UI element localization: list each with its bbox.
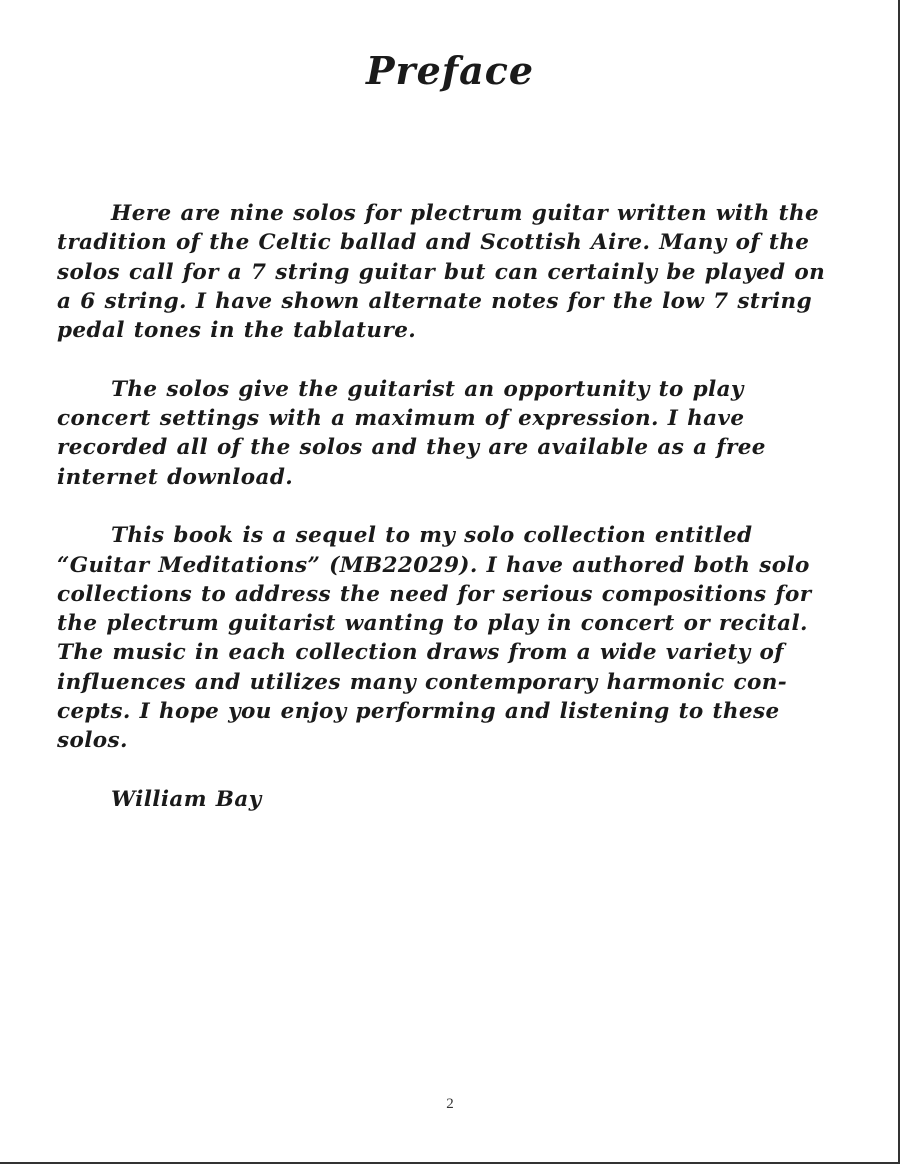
paragraph-line: cepts. I hope you enjoy performing and listening to these (57, 699, 780, 725)
page-number: 2 (446, 1096, 454, 1112)
paragraph-gap (57, 492, 847, 521)
paragraph-2 (57, 375, 847, 492)
paragraph-line: internet download. (57, 464, 294, 490)
paragraph-line: The solos give the guitarist an opportunity to play (111, 376, 744, 402)
paragraph-line: The music in each collection draws from a wide variety of (57, 640, 784, 666)
paragraph-line: concert settings with a maximum of expression. I have (57, 406, 745, 432)
paragraph-line: the plectrum guitarist wanting to play in concert or recital. (57, 611, 808, 637)
paragraph-3 (57, 521, 847, 755)
author-signature: William Bay (111, 786, 262, 812)
paragraph-gap (57, 756, 847, 785)
paragraph-line: tradition of the Celtic ballad and Scottish Aire. Many of the (57, 230, 810, 256)
paragraph-line: solos. (57, 728, 128, 754)
paragraph-line: collections to address the need for serious compositions for (57, 581, 812, 607)
paragraph-line: “Guitar Meditations” (MB22029). I have authored both solo (57, 552, 810, 578)
page-title: Preface (365, 48, 535, 93)
paragraph-line: influences and utilizes many contemporary harmonic con- (57, 669, 788, 695)
paragraph-line: This book is a sequel to my solo collection entitled (111, 523, 753, 549)
paragraph-line: solos call for a 7 string guitar but can certainly be played on (57, 259, 826, 285)
paragraph-line: pedal tones in the tablature. (57, 318, 417, 344)
preface-body (57, 199, 847, 814)
paragraph-line: recorded all of the solos and they are available as a free (57, 435, 766, 461)
paragraph-1 (57, 199, 847, 345)
paragraph-line: Here are nine solos for plectrum guitar written with the (111, 201, 820, 226)
paragraph-gap (57, 345, 847, 374)
paragraph-line: a 6 string. I have shown alternate notes for the low 7 string (57, 288, 813, 314)
